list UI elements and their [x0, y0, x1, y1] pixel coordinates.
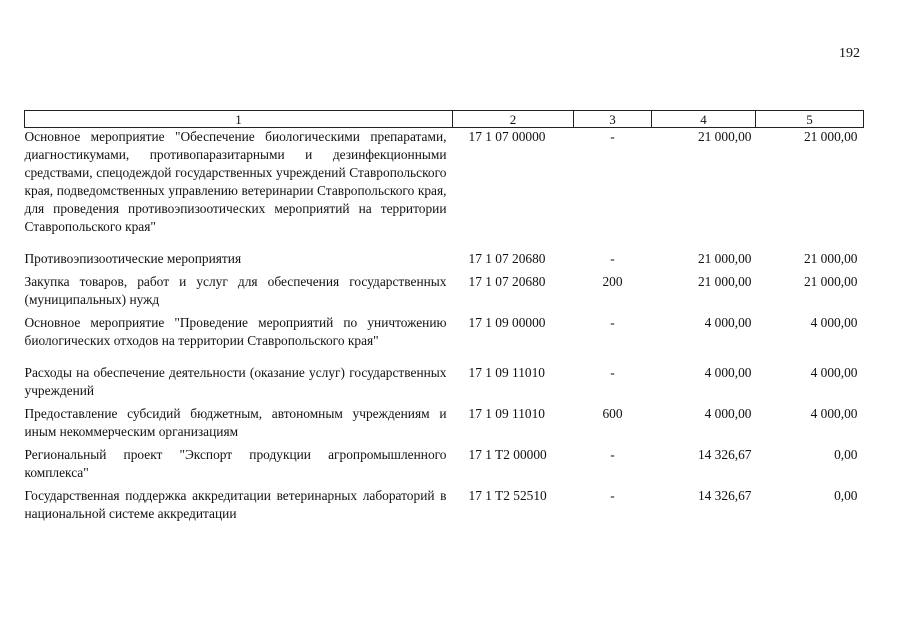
table-row: [25, 273, 864, 314]
row-sum-col4: 4 000,00: [704, 315, 752, 330]
row-code: 17 1 07 20680: [468, 274, 546, 289]
page-number: 192: [839, 46, 860, 61]
row-name: Противоэпизоотические мероприятия: [24, 251, 242, 266]
row-name: Расходы на обеспечение деятельности (оказание услуг) государственных учреждений: [24, 365, 447, 398]
header-row: [25, 111, 864, 128]
row-sum-col4: 21 000,00: [697, 129, 752, 144]
row-sum-col5: 4 000,00: [810, 315, 858, 330]
row-expense-type: -: [610, 447, 615, 462]
row-code: 17 1 09 11010: [468, 406, 545, 421]
row-sum-col4: 21 000,00: [697, 274, 752, 289]
header-col-4: 4: [652, 111, 756, 128]
row-expense-type: 200: [602, 274, 623, 289]
row-name: Региональный проект "Экспорт продукции агропромышленного комплекса": [24, 447, 447, 480]
row-sum-col5: 0,00: [834, 488, 858, 503]
row-name: Государственная поддержка аккредитации ветеринарных лабораторий в национальной системе аккредитации: [24, 488, 447, 521]
row-expense-type: -: [610, 129, 615, 144]
row-expense-type: -: [610, 315, 615, 330]
row-sum-col5: 21 000,00: [803, 129, 858, 144]
header-col-1: 1: [25, 111, 453, 128]
table-header: [25, 111, 864, 128]
table-row: [25, 405, 864, 446]
row-expense-type: -: [610, 251, 615, 266]
table-body: [25, 128, 864, 524]
table-row: [25, 314, 864, 364]
row-code: 17 1 T2 00000: [468, 447, 547, 462]
row-sum-col4: 14 326,67: [697, 488, 752, 503]
row-expense-type: -: [610, 488, 615, 503]
row-sum-col5: 4 000,00: [810, 406, 858, 421]
row-code: 17 1 07 00000: [468, 129, 546, 144]
row-code: 17 1 T2 52510: [468, 488, 547, 503]
row-sum-col4: 21 000,00: [697, 251, 752, 266]
header-col-3: 3: [574, 111, 652, 128]
row-code: 17 1 07 20680: [468, 251, 546, 266]
row-sum-col4: 14 326,67: [697, 447, 752, 462]
row-sum-col5: 4 000,00: [810, 365, 858, 380]
row-sum-col4: 4 000,00: [704, 406, 752, 421]
table-row: [25, 446, 864, 487]
row-code: 17 1 09 00000: [468, 315, 546, 330]
table-row: [25, 128, 864, 251]
row-sum-col5: 21 000,00: [803, 251, 858, 266]
row-code: 17 1 09 11010: [468, 365, 545, 380]
budget-table: [24, 110, 864, 523]
table-row: [25, 250, 864, 273]
row-sum-col5: 21 000,00: [803, 274, 858, 289]
row-sum-col5: 0,00: [834, 447, 858, 462]
header-col-2: 2: [453, 111, 574, 128]
row-expense-type: -: [610, 365, 615, 380]
row-name: Предоставление субсидий бюджетным, автономным учреждениям и иным некоммерческим организациям: [24, 406, 447, 439]
table-row: [25, 364, 864, 405]
row-name: Основное мероприятие "Проведение мероприятий по уничтожению биологических отходов на территории Ставропольского края": [24, 315, 447, 348]
row-sum-col4: 4 000,00: [704, 365, 752, 380]
header-col-5: 5: [756, 111, 864, 128]
table-row: [25, 487, 864, 523]
row-name: Закупка товаров, работ и услуг для обеспечения государственных (муниципальных) нужд: [24, 274, 447, 307]
row-name: Основное мероприятие "Обеспечение биологическими препаратами, диагностикумами, противопаразитарными и дезинфекционными средствами, спецодеждой государственных учреждений Ставропольского края, подведомственных управлению ветеринарии Ставропольского края, для проведения противоэпизоотических мероприятий на территории Ставропольского края": [24, 129, 447, 234]
row-expense-type: 600: [602, 406, 623, 421]
